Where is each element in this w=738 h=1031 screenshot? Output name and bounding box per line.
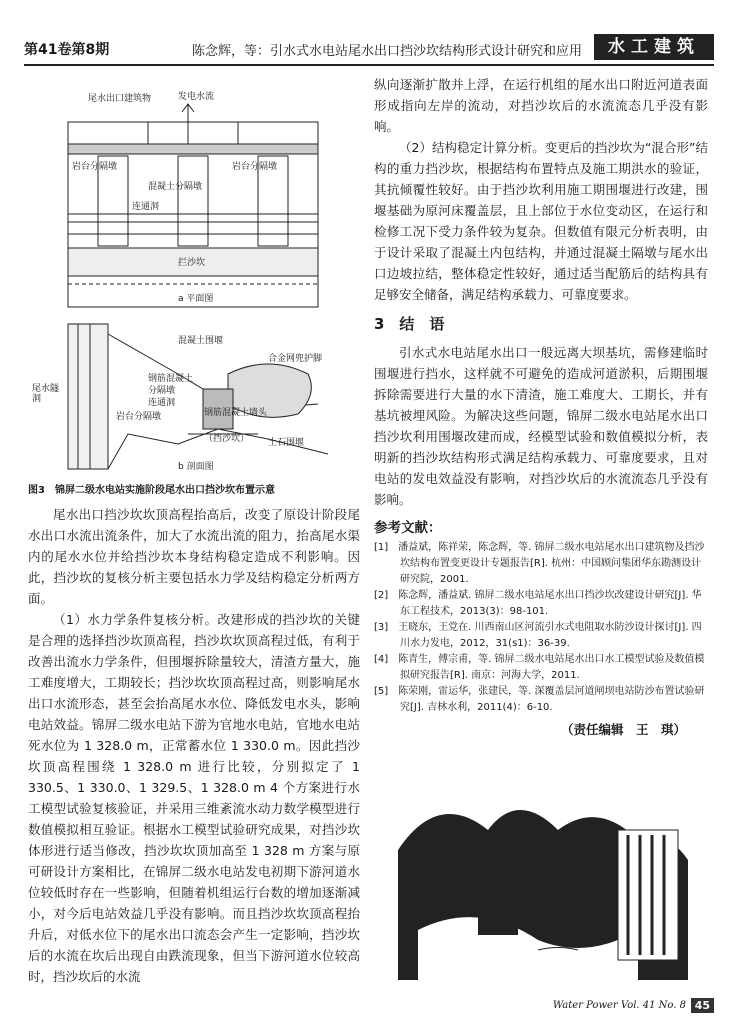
label-connecting-tunnel: 连通洞 [132,202,160,212]
right-column [374,74,708,738]
section-caption: b 剖面图 [178,462,214,472]
running-title: 陈念辉，等：引水式水电站尾水出口挡沙坎结构形式设计研究和应用 [192,44,583,59]
paragraph: 纵向逐渐扩散并上浮，在运行机组的尾水出口附近河道表面形成指向左岸的流动，对挡沙坎后的水流流态几乎没有影响。 [374,77,708,134]
label-pier2: 分隔墩 [148,386,176,396]
journal-volume: 第41卷第8期 [24,42,110,58]
label-sand-sill: 拦沙坎 [178,258,206,268]
figure-3 [28,74,360,479]
section-heading: 3 结 语 [374,315,445,333]
editor-credit: （责任编辑 王 琪） [560,722,686,737]
reference-item: [1] 潘益斌，陈祥荣，陈念辉，等. 锦屏二级水电站尾水出口建筑物及挡沙坎结构布置变更设计专题报告[R]. 杭州：中国顾问集团华东勘测设计研究院，2001. [374,542,705,585]
label-tunnel2: 连通洞 [148,398,176,408]
left-column [28,74,360,987]
page-header [24,34,714,62]
label-tail-building: 尾水出口建筑物 [88,94,152,104]
label-gabion: 合金网兜护脚 [268,354,323,364]
page-footer [550,998,714,1016]
header-rule [24,64,714,66]
paragraph: 引水式水电站尾水出口一般远离大坝基坑，需修建临时围堰进行挡水，这样就不可避免的造成河道淤积，后期围堰拆除需要进行大量的水下清渣，施工难度大、工期长，并有基坑被埋风险。为解决这些问题，锦屏二级水电站尾水出口挡沙坎利用围堰改建而成，经模型试验和数值模拟分析，表明新的挡沙坎结构形式满足结构承载力、可靠度要求，且对电站的发电效益没有影响，对挡沙坎后的水流流态几乎没有影响。 [374,345,708,507]
label-sill-section: （挡沙坎） [204,434,250,444]
paragraph: （1）水力学条件复核分析。改建形成的挡沙坎的关键是合理的选择挡沙坎顶高程，挡沙坎坎顶高程过低，有利于改善出流水力学条件，但围堰拆除量较大，清渣方量大，施工难度增大，工期较长；挡沙坎坎顶高程过高，则影响尾水出口水流形态，甚至会抬高尾水水位、降低发电水头，影响电站效益。锦屏二级水电站下游为官地水电站，官地水电站死水位为 1 328.0 m，正常蓄水位 1 330.0 m。因此挡沙坎顶高程围绕 1 328.0 m 进行比较，分别拟定了 1 330.5、1 330.0、1 329.5、1 328.0 m 4 个方案进行水工模型试验复核验证，并采用三维紊流水动力数学模型进行数值模拟相互验证。根据水工模型试验研究成果，对挡沙坎体形进行适当修改，挡沙坎坎顶加高至 1 328 m 方案与原可研设计方案相比，在锦屏二级水电站发电初期下游河道水位较低时存在一些影响，但随着机组运行台数的增加逐渐减小，对今后电站效益几乎没有影响。而且挡沙坎坎顶高程抬升后，对低水位下的尾水出口流态会产生一定影响，挡沙坎后的水流在坎后出现自由跌流现象，但当下游河道水位较高时，挡沙坎后的水流 [28,612,360,984]
label-generation-flow: 发电水流 [178,92,215,102]
label-rc-head: 钢筋混凝土墙头 [204,408,268,418]
references-heading: 参考文献： [374,520,442,536]
page-number: 45 [691,998,714,1013]
label-rock-pier-section: 岩台分隔墩 [116,412,162,422]
label-concrete-cofferdam: 混凝土围堰 [178,336,224,346]
label-rock-pier-right: 岩台分隔墩 [232,162,278,172]
reference-item: [2] 陈念辉，潘益斌. 锦屏二级水电站尾水出口挡沙坎改建设计研究[J]. 华东工程技术，2013(3)：98-101. [374,590,702,617]
reference-item: [5] 陈荣刚，雷运华，张建民，等. 深覆盖层河道闸坝电站防沙布置试验研究[J]. 吉林水利，2011(4)：6-10. [374,686,705,713]
figure-caption: 图3 锦屏二级水电站实施阶段尾水出口挡沙坎布置示意 [28,485,275,496]
figure-drawing [28,74,360,479]
label-rc: 钢筋混凝土 [148,374,194,384]
paragraph: 尾水出口挡沙坎坎顶高程抬高后，改变了原设计阶段尾水出口水流出流条件，加大了水流出流的阻力，抬高尾水渠内的尾水水位并给挡沙坎本身结构稳定造成不利影响。因此，挡沙坎的复核分析主要包括水力学及结构稳定分析两方面。 [28,507,360,606]
section-logo: 水工建筑 [594,34,714,60]
landscape-illustration [398,790,688,980]
label-rock-pier-left: 岩台分隔墩 [72,162,118,172]
label-earth-cofferdam: 土石围堰 [268,438,305,448]
reference-item: [4] 陈青生，傅宗甫，等. 锦屏二级水电站尾水出口水工模型试验及数值模拟研究报告[R]. 南京：河海大学，2011. [374,654,705,681]
plan-caption: a 平面图 [178,294,214,304]
reference-item: [3] 王晓东，王党在. 川西南山区河流引水式电阻取水防沙设计探讨[J]. 四川水力发电，2012，31(s1)：36-39. [374,622,702,649]
paragraph: （2）结构稳定计算分析。变更后的挡沙坎为“混合形”结构的重力挡沙坎，根据结构布置特点及施工期洪水的验证，其抗倾覆性较好。由于挡沙坎利用施工期围堰进行改建，围堰基础为原河床覆盖层，且上部位于水位变动区，在运行和检修工况下受力条件较为复杂。但数值有限元分析表明，由于设计采取了混凝土内包结构，并通过混凝土隔墩与尾水出口边坡拉结，整体稳定性较好，通过适当配筋后的结构具有足够安全储备，满足结构承载力、可靠度要求。 [374,140,708,302]
label-concrete-pier: 混凝土分隔墩 [148,182,203,192]
footer-journal: Water Power Vol. 41 No. 8 [552,1000,686,1011]
label-tailrace: 尾水隧洞 [32,384,60,404]
